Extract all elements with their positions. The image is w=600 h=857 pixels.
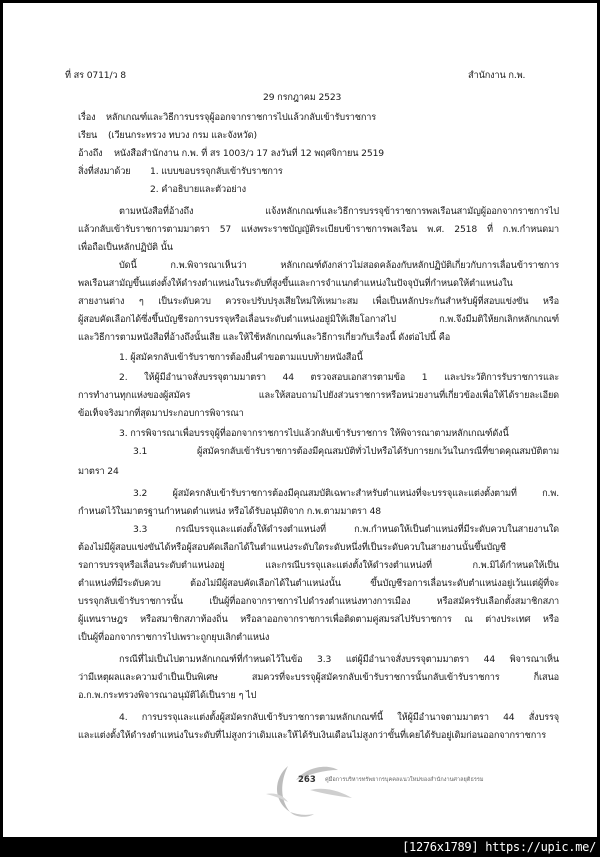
body-line: ผู้สอบคัดเลือกได้ซึ่งขึ้นบัญชีรอการบรรจุหรือเลื่อนระดับตำแหน่งอยู่มิให้เสียโอกาสไป ก.พ.จึงมีมติให้ยกเลิกหลักเกณฑ์ xyxy=(78,314,559,325)
body-line: กรณีที่ไม่เป็นไปตามหลักเกณฑ์ที่กำหนดไว้ในข้อ 3.3 แต่ผู้มีอำนาจสั่งบรรจุตามมาตรา 44 พิจารณาเห็น xyxy=(119,654,559,665)
body-line: การทำงานทุกแห่งของผู้สมัคร และให้สอบถามไปยังส่วนราชการหรือหน่วยงานที่เกี่ยวข้องเพื่อให้ได้รายละเอียด xyxy=(78,390,559,401)
body-line: 4. การบรรจุและแต่งตั้งผู้สมัครกลับเข้ารับราชการตามหลักเกณฑ์นี้ ให้ผู้มีอำนาจตามมาตรา 44 สั่งบรรจุ xyxy=(119,712,559,723)
body-line: รอการบรรจุหรือเลื่อนระดับตำแหน่งอยู่ และกรณีบรรจุและแต่งตั้งให้ดำรงตำแหน่งที่ ก.พ.มิได้กำหนดให้เป็น xyxy=(78,560,559,571)
body-line: 2. ให้ผู้มีอำนาจสั่งบรรจุตามมาตรา 44 ตรวจสอบเอกสารตามข้อ 1 และประวัติการรับราชการและ xyxy=(119,372,559,383)
body-line: 3. การพิจารณาเพื่อบรรจุผู้ที่ออกจากราชการไปแล้วกลับเข้ารับราชการ ให้พิจารณาตามหลักเกณฑ์ดังนี้ xyxy=(119,428,509,439)
document-page xyxy=(3,3,597,837)
enclosure-item: 2. คำอธิบายและตัวอย่าง xyxy=(150,184,246,195)
body-line: เป็นผู้ที่ออกจากราชการไปเพราะถูกยุบเลิกตำแหน่ง xyxy=(78,632,270,643)
body-line: พลเรือนสามัญขึ้นแต่งตั้งให้ดำรงตำแหน่งในระดับที่สูงขึ้นและการจำแนกตำแหน่งในปัจจุบันที่กำหนดให้ตำแหน่งใน xyxy=(78,278,513,289)
enclosure-label: สิ่งที่ส่งมาด้วย xyxy=(78,166,131,177)
recipient-label: เรียน xyxy=(78,130,98,141)
reference-text: หนังสือสำนักงาน ก.พ. ที่ สร 1003/ว 17 ลงวันที่ 12 พฤศจิกายน 2519 xyxy=(114,148,384,159)
body-line: ต้องไม่มีผู้สอบแข่งขันได้หรือผู้สอบคัดเลือกได้ในตำแหน่งระดับใดระดับหนึ่งที่เป็นระดับควบในสายงานนั้นขึ้นบัญชี xyxy=(78,542,506,553)
image-host-watermark: [1276x1789] https://upic.me/ xyxy=(402,840,596,854)
body-line: 3.3 กรณีบรรจุและแต่งตั้งให้ดำรงตำแหน่งที่ ก.พ.กำหนดให้เป็นตำแหน่งที่มีระดับควบในสายงานใด xyxy=(133,524,559,535)
body-line: บรรจุกลับเข้ารับราชการนั้น เป็นผู้ที่ออกจากราชการไปดำรงตำแหน่งทางการเมือง หรือสมัครรับเลือกตั้งสมาชิกสภา xyxy=(78,596,559,607)
swirl-leaf-logo-icon xyxy=(266,760,356,820)
body-line: อ.ก.พ.กระทรวงพิจารณาอนุมัติได้เป็นราย ๆ ไป xyxy=(78,690,257,701)
body-line: และแต่งตั้งให้ดำรงตำแหน่งในระดับที่ไม่สูงกว่าเดิมและให้ได้รับเงินเดือนไม่สูงกว่าขั้นที่เคยได้รับอยู่เดิมก่อนออกจากราชการ xyxy=(78,730,546,741)
body-line: กำหนดไว้ในมาตรฐานกำหนดตำแหน่ง หรือได้รับอนุมัติจาก ก.พ.ตามมาตรา 48 xyxy=(78,506,381,517)
body-line: แล้วกลับเข้ารับราชการตามมาตรา 57 แห่งพระราชบัญญัติระเบียบข้าราชการพลเรือน พ.ศ. 2518 ที่ ก.พ.กำหนดมา xyxy=(78,224,559,235)
reference-label: อ้างถึง xyxy=(78,148,103,159)
issuing-office: สำนักงาน ก.พ. xyxy=(468,70,526,81)
body-line: ตำแหน่งที่มีระดับควบ ต้องไม่มีผู้สอบคัดเลือกได้ในตำแหน่งนั้น ขึ้นบัญชีรอการเลื่อนระดับตำแหน่งอยู่เว้นแต่ผู้ที่จะ xyxy=(78,578,559,589)
footer-caption: คู่มือการบริหารทรัพยากรบุคคลแนวใหม่ของสำนักงานศาลยุติธรรม xyxy=(325,777,484,783)
document-date: 29 กรกฎาคม 2523 xyxy=(263,92,342,103)
body-line: และวิธีการตามหนังสือที่อ้างถึงนั้นเสีย และให้ใช้หลักเกณฑ์และวิธีการเกี่ยวกับเรื่องนี้ ดังต่อไปนี้ คือ xyxy=(78,332,451,343)
body-line: มาตรา 24 xyxy=(78,466,119,477)
body-line: ว่ามีเหตุผลและความจำเป็นเป็นพิเศษ สมควรที่จะบรรจุผู้สมัครกลับเข้ารับราชการนั้นกลับเข้ารับราชการ ก็เสนอ xyxy=(78,672,559,683)
subject-text: หลักเกณฑ์และวิธีการบรรจุผู้ออกจากราชการไปแล้วกลับเข้ารับราชการ xyxy=(106,112,377,123)
page-number: 263 xyxy=(298,775,316,785)
body-line: สายงานต่าง ๆ เป็นระดับควบ ควรจะปรับปรุงเสียใหม่ให้เหมาะสม เพื่อเป็นหลักประกันสำหรับผู้ที่สอบแข่งขัน หรือ xyxy=(78,296,559,307)
recipient-text: (เวียนกระทรวง ทบวง กรม และจังหวัด) xyxy=(108,130,257,141)
body-line: บัดนี้ ก.พ.พิจารณาเห็นว่า หลักเกณฑ์ดังกล่าวไม่สอดคล้องกับหลักปฏิบัติเกี่ยวกับการเลื่อนข้าราชการ xyxy=(119,260,559,271)
body-line: 1. ผู้สมัครกลับเข้ารับราชการต้องยื่นคำขอตามแบบท้ายหนังสือนี้ xyxy=(119,352,363,363)
enclosure-item: 1. แบบขอบรรจุกลับเข้ารับราชการ xyxy=(150,166,283,177)
body-line: ข้อเท็จจริงมากที่สุดมาประกอบการพิจารณา xyxy=(78,408,244,419)
body-line: 3.1 ผู้สมัครกลับเข้ารับราชการต้องมีคุณสมบัติทั่วไปหรือได้รับการยกเว้นในกรณีที่ขาดคุณสมบัติตาม xyxy=(133,446,559,457)
body-line: ตามหนังสือที่อ้างถึง แจ้งหลักเกณฑ์และวิธีการบรรจุข้าราชการพลเรือนสามัญผู้ออกจากราชการไป xyxy=(119,206,559,217)
reference-number: ที่ สร 0711/ว 8 xyxy=(65,70,126,81)
body-line: เพื่อถือเป็นหลักปฏิบัติ นั้น xyxy=(78,242,173,253)
subject-label: เรื่อง xyxy=(78,112,96,123)
body-line: 3.2 ผู้สมัครกลับเข้ารับราชการต้องมีคุณสมบัติเฉพาะสำหรับตำแหน่งที่จะบรรจุและแต่งตั้งตามที่ ก.พ. xyxy=(133,488,559,499)
body-line: ผู้แทนราษฎร หรือสมาชิกสภาท้องถิ่น หรือลาออกจากราชการเพื่อติดตามคู่สมรสไปรับราชการ ณ ต่างประเทศ หรือ xyxy=(78,614,559,625)
